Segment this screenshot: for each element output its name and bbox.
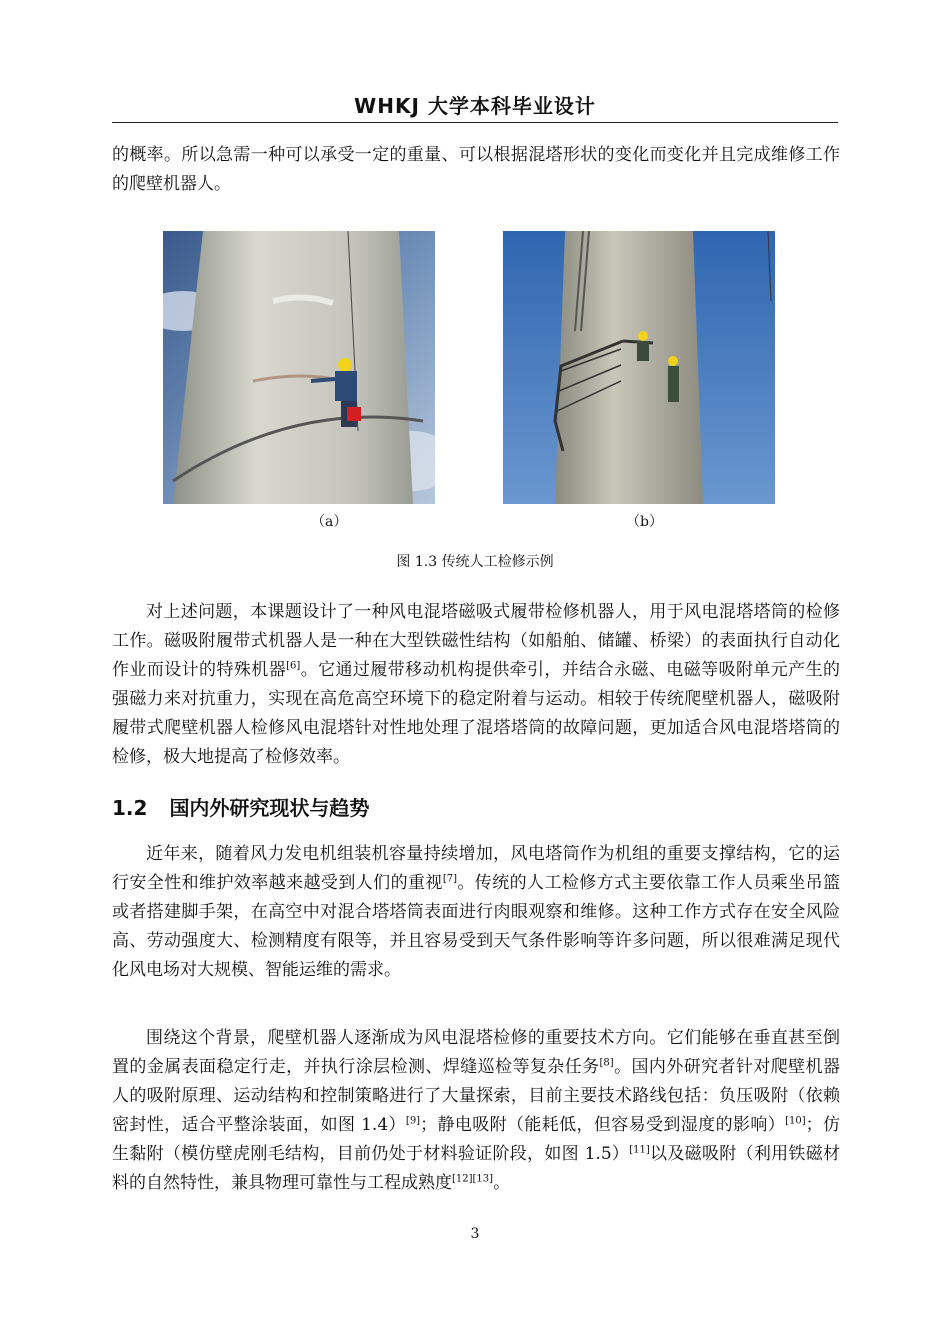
figure-photo-a [163, 231, 435, 504]
page-number: 3 [470, 1226, 480, 1242]
citation: [8] [599, 1057, 614, 1069]
paragraph-text: ；静电吸附（能耗低，但容易受到湿度的影响） [420, 1115, 786, 1135]
citation: [7] [442, 873, 457, 885]
paragraph-text: 围绕这个背景，爬壁机器人逐渐成为风电混塔检修的重要技术方向。它们能够在垂直甚至倒置的金属表面稳定行走，并执行涂层检测、焊缝巡检等复杂任务 [112, 1028, 840, 1077]
figure-caption: 图 1.3 传统人工检修示例 [396, 554, 554, 570]
paragraph-text: 。传统的人工检修方式主要依靠工作人员乘坐吊篮或者搭建脚手架，在高空中对混合塔塔筒表面进行肉眼观察和维修。这种工作方式存在安全风险高、劳动强度大、检测精度有限等，并且容易受到天气条件影响等许多问题，所以很难满足现代化风电场对大规模、智能运维的需求。 [112, 873, 841, 980]
paragraph-2 [112, 840, 840, 985]
section-title: 国内外研究现状与趋势 [169, 796, 370, 820]
intro-paragraph: 的概率。所以急需一种可以承受一定的重量、可以根据混塔形状的变化而变化并且完成维修工作的爬壁机器人。 [112, 145, 840, 194]
paragraph-text: 。 [493, 1173, 511, 1193]
citation: [6] [286, 660, 301, 672]
paragraph-text: ；仿生黏附（模仿壁虎刚毛结构，目前仍处于材料验证阶段，如图 1.5） [112, 1115, 841, 1164]
paragraph-text: 。它通过履带移动机构提供牵引，并结合永磁、电磁等吸附单元产生的强磁力来对抗重力，实现在高危高空环境下的稳定附着与运动。相较于传统爬壁机器人，磁吸附履带式爬壁机器人检修风电混塔针对性地处理了混塔塔筒的故障问题，更加适合风电混塔塔筒的检修，极大地提高了检修效率。 [112, 660, 841, 767]
paragraph-3 [112, 1024, 840, 1198]
section-heading [112, 792, 369, 821]
page-header [112, 92, 838, 123]
citation: [10] [785, 1115, 806, 1127]
section-number: 1.2 [112, 796, 148, 820]
paragraph-text: 。国内外研究者针对爬壁机器人的吸附原理、运动结构和控制策略进行了大量探索，目前主要技术路线包括：负压吸附（依赖密封性，适合平整涂装面，如图 1.4） [112, 1057, 841, 1135]
citation: [12][13] [452, 1173, 494, 1185]
header-title: WHKJ 大学本科毕业设计 [354, 94, 596, 118]
citation: [9] [405, 1115, 421, 1127]
subfigure-label-b: （b） [626, 514, 663, 530]
paragraph-1 [112, 598, 840, 772]
paragraph-text: 近年来，随着风力发电机组装机容量持续增加，风电塔筒作为机组的重要支撑结构，它的运行安全性和维护效率越来越受到人们的重视 [112, 844, 840, 893]
citation: [11] [629, 1144, 650, 1156]
paragraph-text: 对上述问题，本课题设计了一种风电混塔磁吸式履带检修机器人，用于风电混塔塔筒的检修工作。磁吸附履带式机器人是一种在大型铁磁性结构（如船舶、储罐、桥梁）的表面执行自动化作业而设计的特殊机器 [112, 602, 840, 680]
subfigure-label-a: （a） [311, 514, 348, 530]
figure-photo-b [503, 231, 775, 504]
paragraph-text: 以及磁吸附（利用铁磁材料的自然特性，兼具物理可靠性与工程成熟度 [112, 1144, 840, 1193]
